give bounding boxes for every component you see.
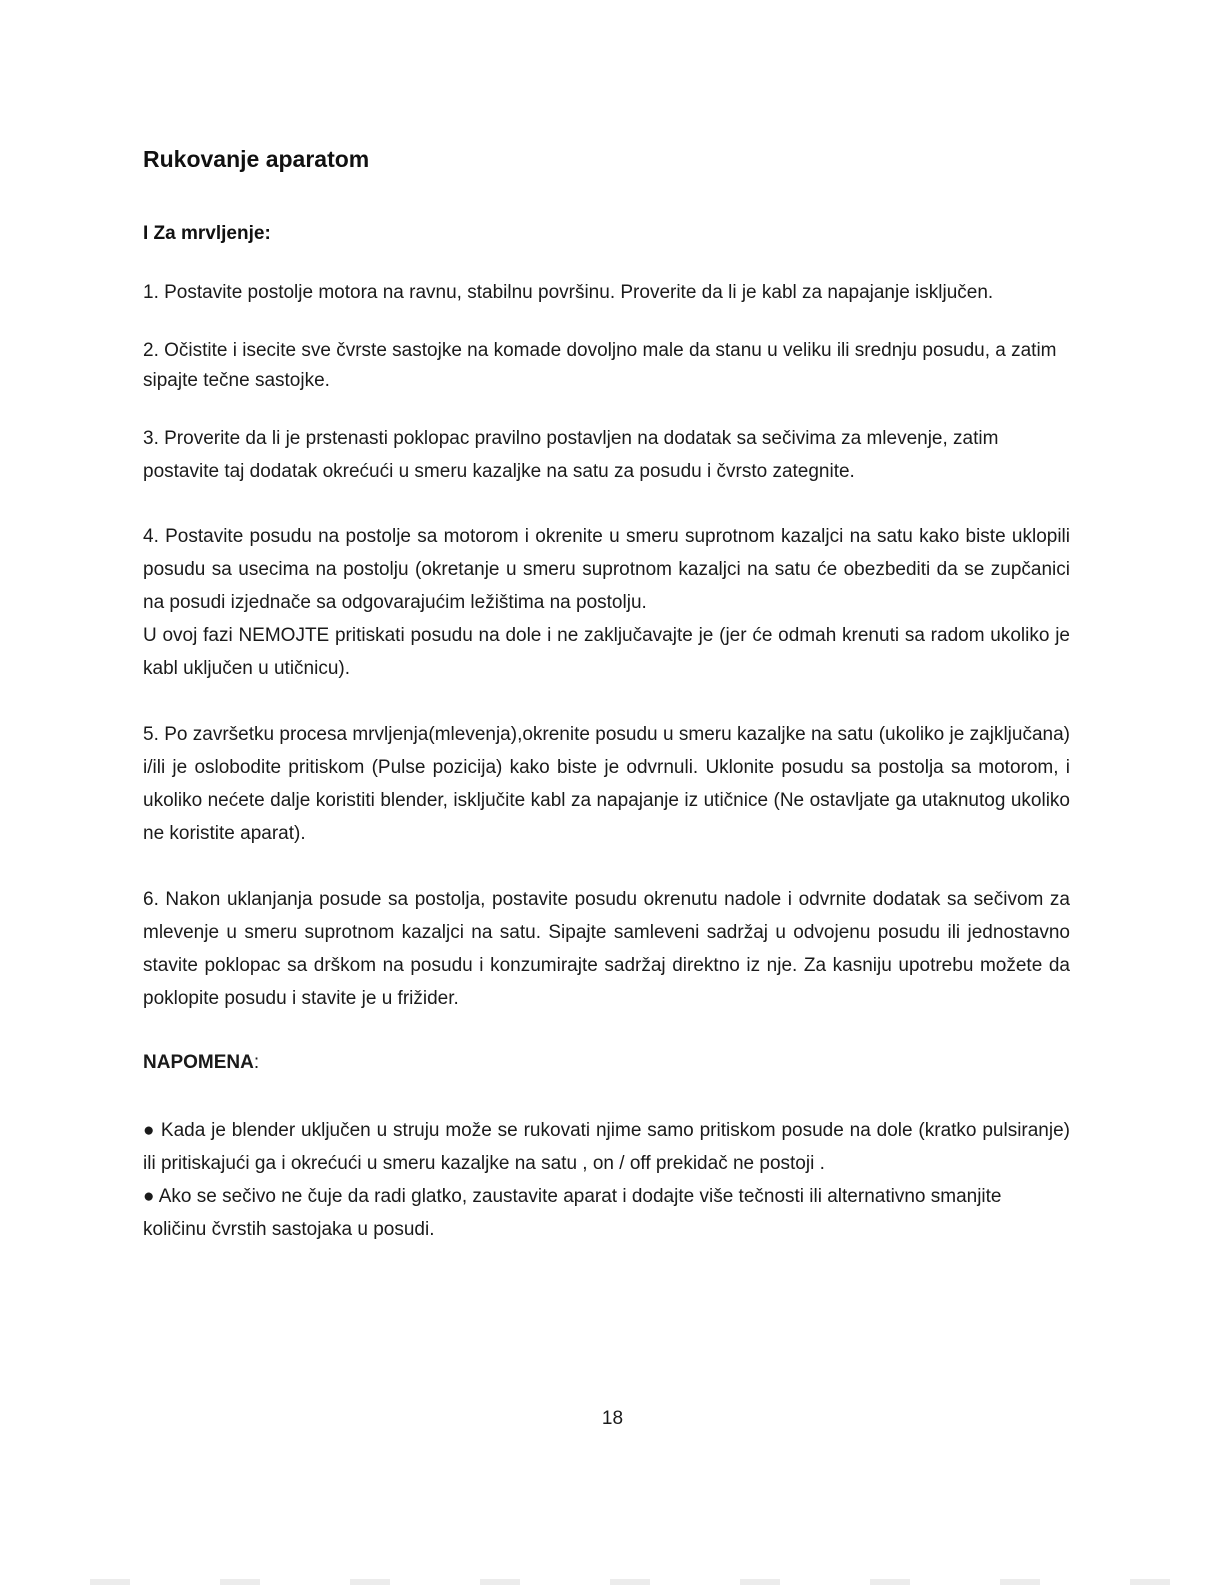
document-body — [143, 140, 1070, 1246]
note-heading — [143, 1048, 1070, 1078]
note-label: NAPOMENA — [143, 1052, 254, 1073]
step-1-paragraph: 1. Postavite postolje motora na ravnu, stabilnu površinu. Proverite da li je kabl za napajanje isključen. — [143, 282, 994, 303]
step-2-paragraph: 2. Očistite i isecite sve čvrste sastojke na komade dovoljno male da stanu u veliku ili srednju posudu, a zatim sipajte tečne sastojke. — [143, 340, 1057, 391]
step-3-paragraph: 3. Proverite da li je prstenasti poklopac pravilno postavljen na dodatak sa sečivima za mlevenje, zatim postavite taj dodatak okrećući u smeru kazaljke na satu za posudu i čvrsto zategnite. — [143, 428, 999, 482]
page-title: Rukovanje aparatom — [143, 146, 370, 172]
step-5-paragraph: 5. Po završetku procesa mrvljenja(mlevenja),okrenite posudu u smeru kazaljke na satu (ukoliko je zajključana) i/ili je oslobodite pritiskom (Pulse pozicija) kako biste je odvrnuli. Uklonite posudu sa postolja sa motorom, i ukoliko nećete dalje koristiti blender, isključite kabl za napajanje iz utičnice (Ne ostavljate ga utaknutog ukoliko ne koristite aparat). — [143, 724, 1070, 844]
note-item-1: ● Kada je blender uključen u struju može se rukovati njime samo pritiskom posude na dole (kratko pulsiranje) ili pritiskajući ga i okrećući u smeru kazaljke na satu , on / off prekidač ne postoji . — [143, 1120, 1070, 1174]
step-4-paragraph: 4. Postavite posudu na postolje sa motorom i okrenite u smeru suprotnom kazaljci na satu kako biste uklopili posudu sa usecima na postolju (okretanje u smeru suprotnom kazaljci na satu će obezbediti da se zupčanici na posudi izjednače sa odgovarajućim ležištima na postolju. — [143, 526, 1070, 613]
page-number: 18 — [601, 1408, 624, 1429]
section-heading: I Za mrvljenje: — [143, 223, 271, 244]
note-item-2: ● Ako se sečivo ne čuje da radi glatko, zaustavite aparat i dodajte više tečnosti ili alternativno smanjite količinu čvrstih sastojaka u posudi. — [143, 1186, 1002, 1240]
note-colon: : — [253, 1052, 260, 1073]
step-4-warning-paragraph: U ovoj fazi NEMOJTE pritiskati posudu na dole i ne zaključavajte je (jer će odmah krenuti sa radom ukoliko je kabl uključen u utičnicu). — [143, 625, 1070, 679]
step-6-paragraph: 6. Nakon uklanjanja posude sa postolja, postavite posudu okrenutu nadole i odvrnite dodatak sa sečivom za mlevenje u smeru suprotnom kazaljci na satu. Sipajte samleveni sadržaj u odvojenu posudu ili jednostavno stavite poklopac sa drškom na posudu i konzumirajte sadržaj direktno iz nje. Za kasniju upotrebu možete da poklopite posudu i stavite je u frižider. — [143, 889, 1070, 1009]
scan-edge-artifact — [0, 1579, 1225, 1585]
